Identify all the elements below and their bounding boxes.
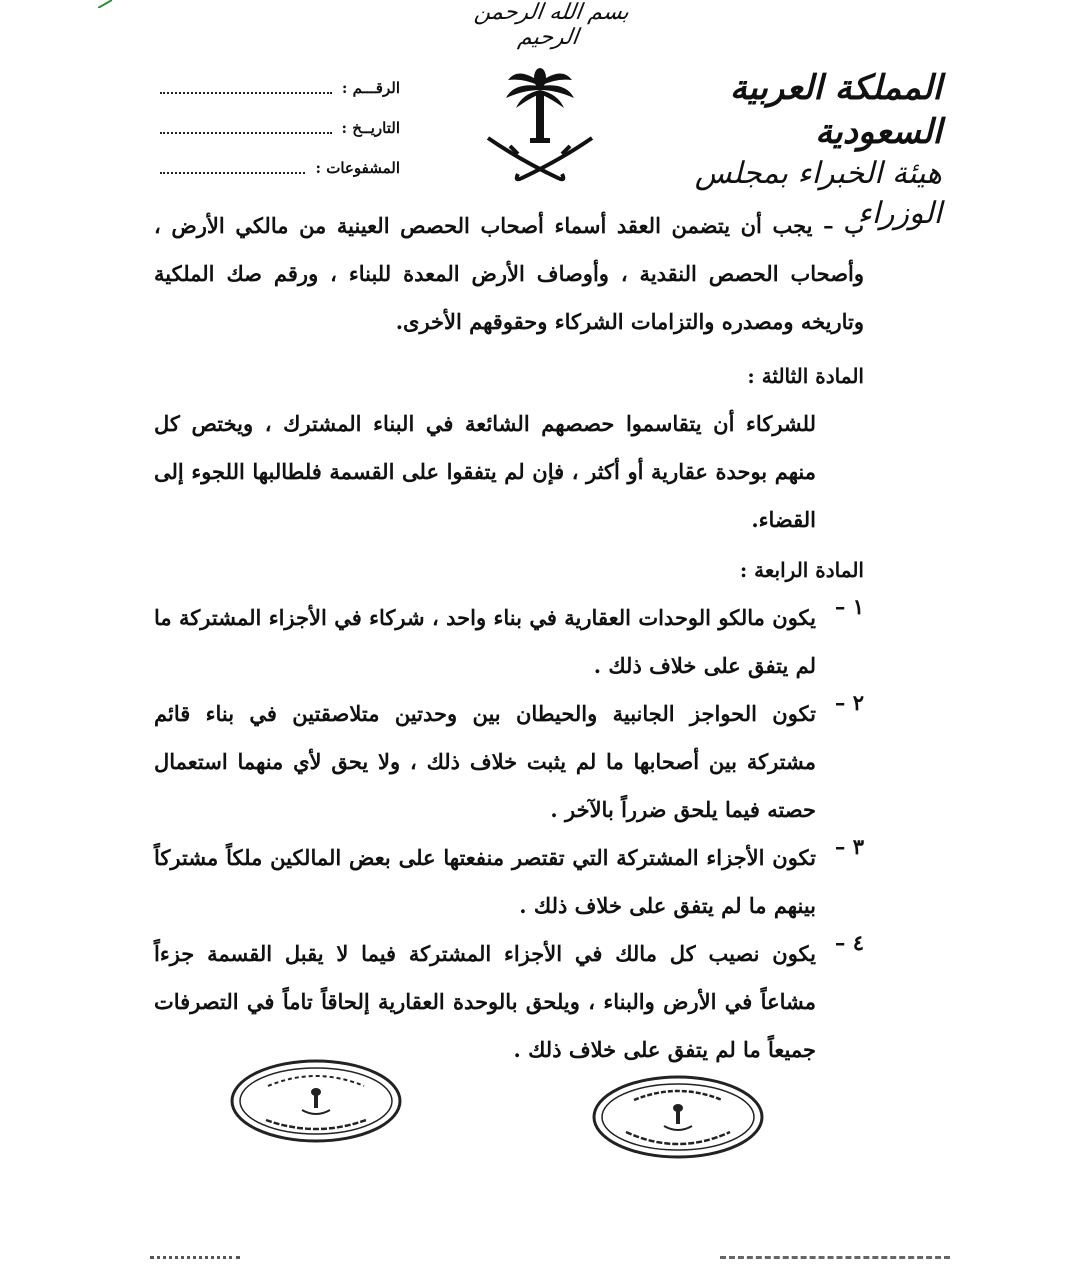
item-number: ٤ – (834, 930, 864, 955)
article-4-item-3 (154, 834, 864, 930)
ref-attachments-dots (160, 162, 305, 174)
experts-commission-seal-icon (228, 1058, 404, 1144)
palm-swords-emblem-icon (480, 60, 600, 190)
item-text: يكون نصيب كل مالك في الأجزاء المشتركة فيما لا يقبل القسمة جزءاً مشاعاً في الأرض والبناء ، ويلحق بالوحدة العقارية إلحاقاً تاماً في التصرفات جميعاً ما لم يتفق على خلاف ذلك . (154, 941, 816, 1062)
article-3-title: المادة الثالثة : (747, 364, 864, 388)
ref-date-dots (160, 122, 332, 134)
org-name-line1: المملكة العربية السعودية (729, 68, 942, 152)
article-4-item-4 (154, 930, 864, 1074)
ref-date-row (160, 108, 400, 148)
corner-mark-icon (98, 0, 112, 8)
item-number: ١ – (834, 594, 864, 619)
item-number: ٢ – (834, 690, 864, 715)
reference-fields (160, 68, 400, 188)
article-4-item-2 (154, 690, 864, 834)
ref-number-label: الرقـــم : (341, 79, 400, 97)
org-name-line2: هيئة الخبراء بمجلس الوزراء (694, 156, 942, 231)
basmala: بسم الله الرحمن الرحيم (472, 0, 631, 50)
article-4-title: المادة الرابعة : (739, 558, 864, 582)
ref-attachments-row (160, 148, 400, 188)
item-text: تكون الأجزاء المشتركة التي تقتصر منفعتها على بعض المالكين ملكاً مشتركاً بينهم ما لم يتفق على خلاف ذلك . (154, 845, 816, 918)
footer-fragment-left (150, 1256, 240, 1267)
general-secretariat-seal-icon (590, 1074, 766, 1160)
ref-attachments-label: المشفوعات : (315, 159, 400, 177)
ref-number-row (160, 68, 400, 108)
ref-date-label: التاريــخ : (341, 119, 400, 137)
ref-number-dots (160, 82, 332, 94)
document-body (154, 202, 864, 1074)
item-number: ٣ – (834, 834, 864, 859)
article-3-text: للشركاء أن يتقاسموا حصصهم الشائعة في البناء المشترك ، ويختص كل منهم بوحدة عقارية أو أكثر ، فإن لم يتفقوا على القسمة فلطالبها اللجوء إلى القضاء. (154, 411, 816, 532)
item-text: يكون مالكو الوحدات العقارية في بناء واحد ، شركاء في الأجزاء المشتركة ما لم يتفق على خلاف ذلك . (154, 605, 816, 678)
footer-fragment-right (720, 1256, 950, 1267)
article-4-item-1 (154, 594, 864, 690)
item-text: تكون الحواجز الجانبية والحيطان بين وحدتين متلاصقتين في بناء قائم مشتركة بين أصحابها ما لم يثبت خلاف ذلك ، ولا يحق لأي منهما استعمال حصته فيما يلحق ضرراً بالآخر . (154, 701, 816, 822)
paragraph-b: ب – يجب أن يتضمن العقد أسماء أصحاب الحصص العينية من مالكي الأرض ، وأصحاب الحصص النقدية ، وأوصاف الأرض المعدة للبناء ، ورقم صك الملكية وتاريخه ومصدره والتزامات الشركاء وحقوقهم الأخرى. (154, 213, 864, 334)
